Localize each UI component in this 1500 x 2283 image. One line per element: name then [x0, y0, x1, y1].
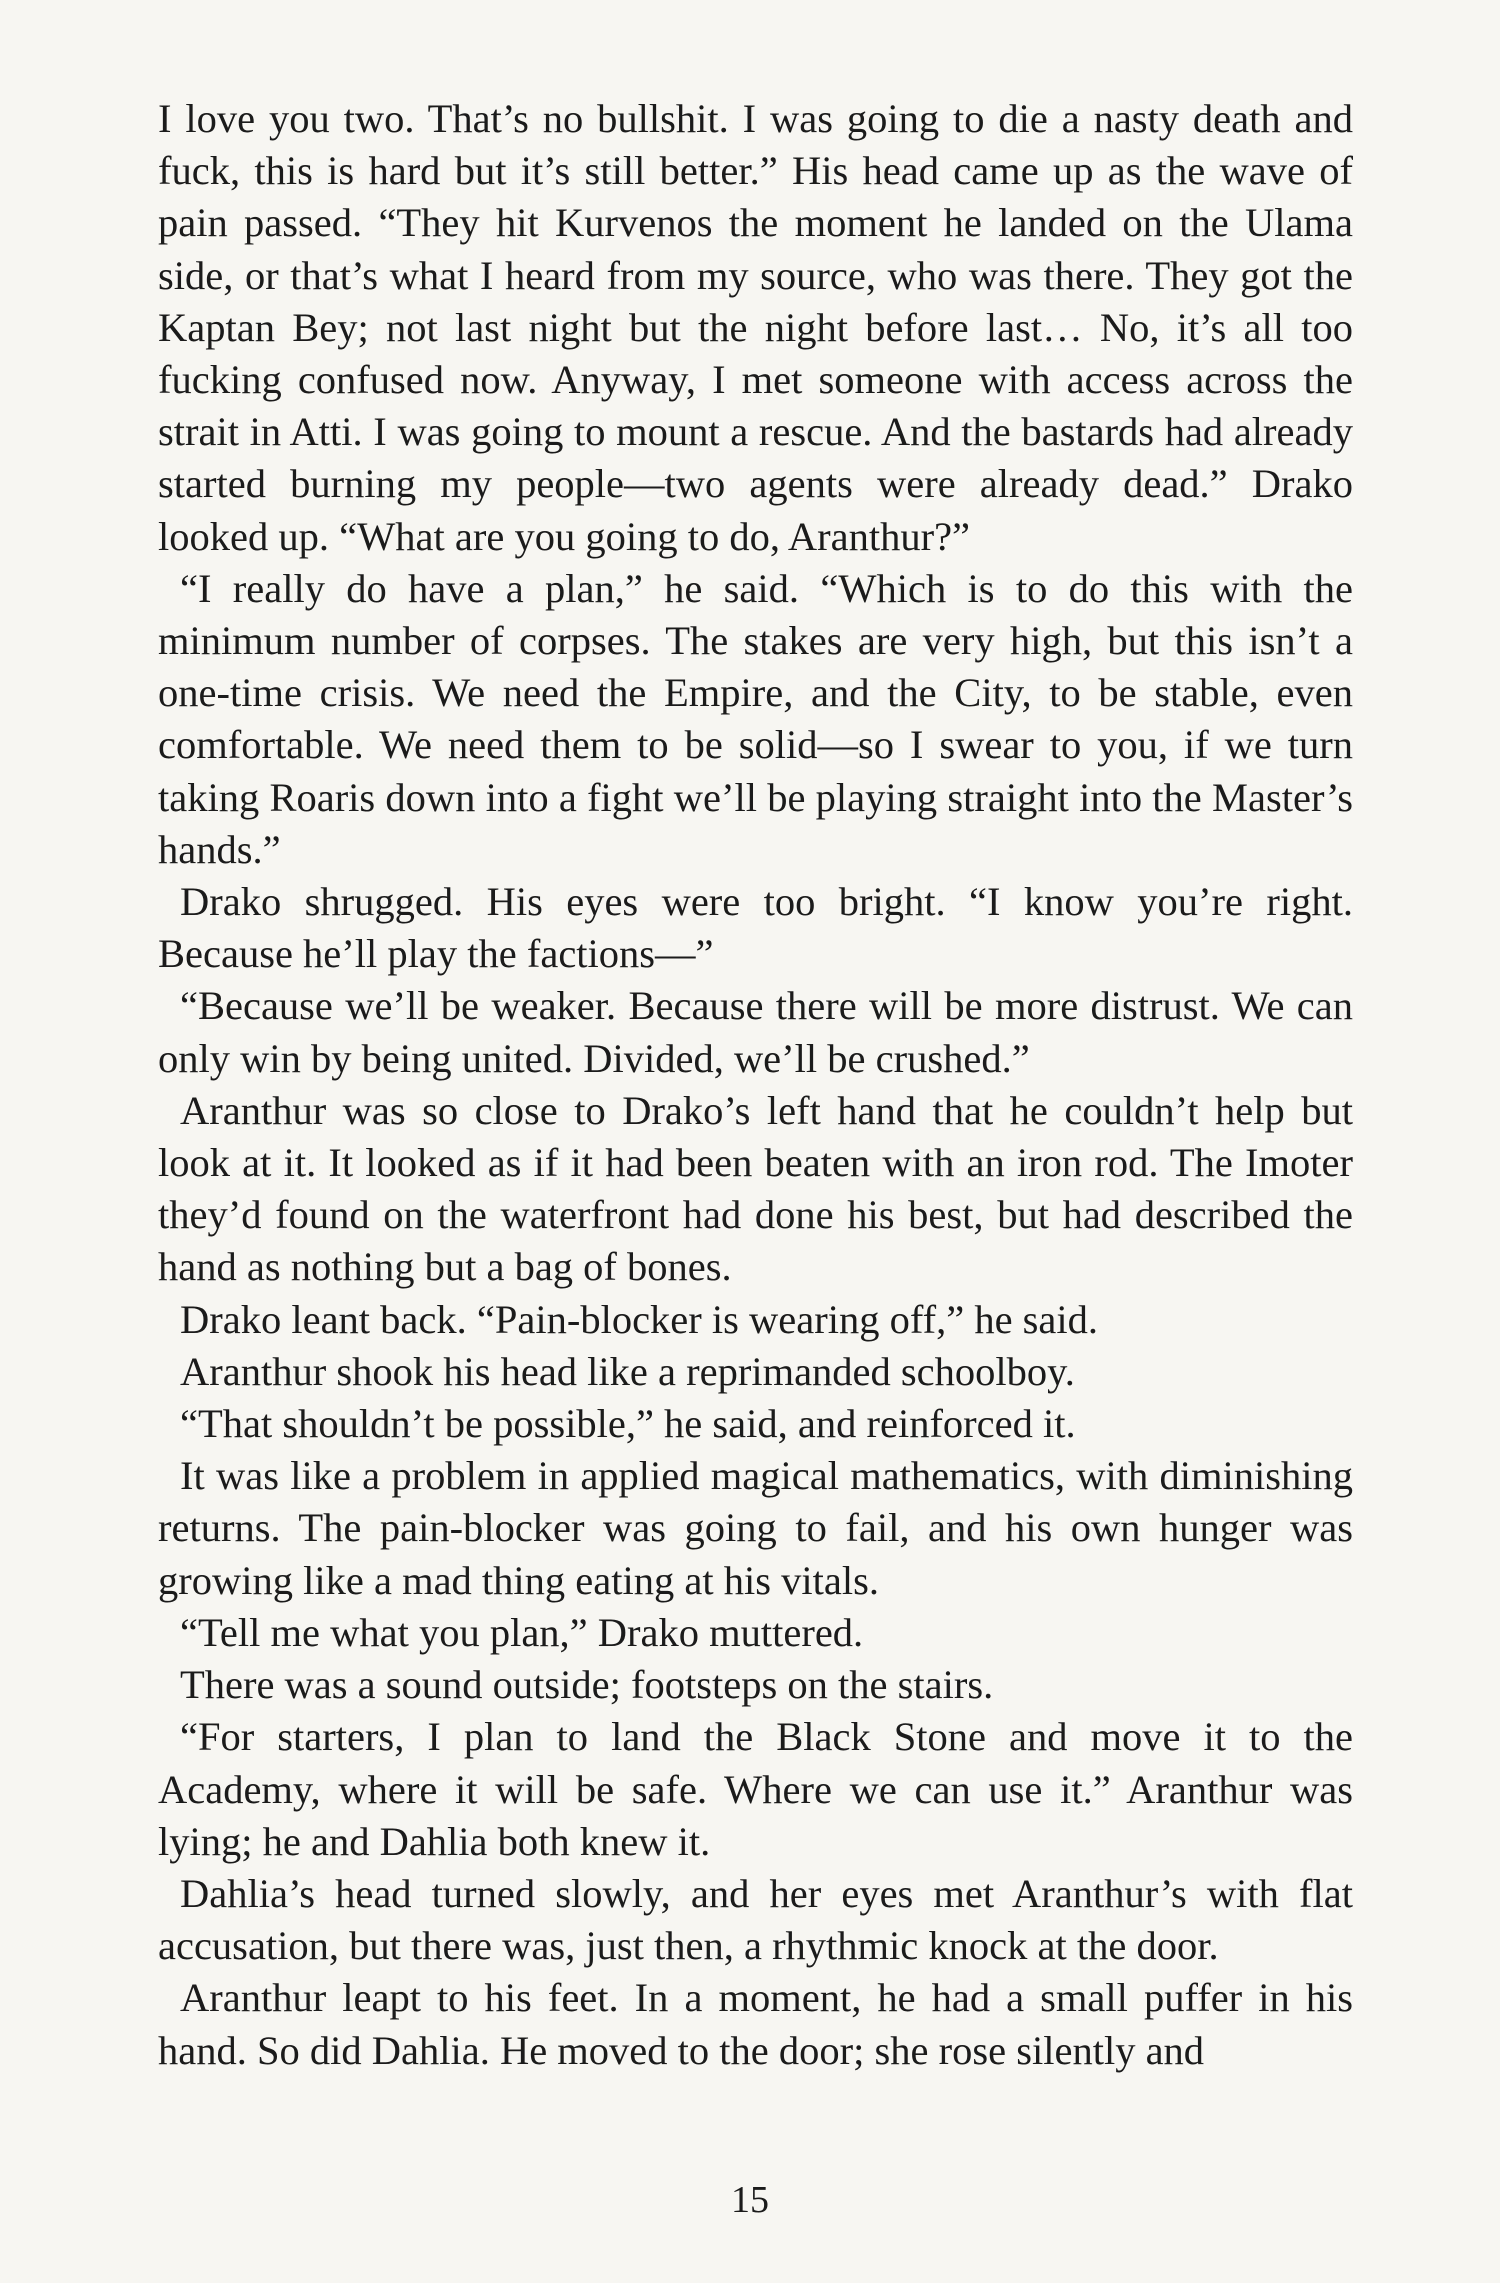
paragraph: “For starters, I plan to land the Black Stone and move it to the Academy, where it will be safe. Where we can use it.” Aranthur was lying; he and Dahlia both knew it.	[158, 1714, 1353, 1864]
paragraph: Aranthur shook his head like a reprimanded schoolboy.	[180, 1348, 1075, 1394]
paragraph: There was a sound outside; footsteps on the stairs.	[180, 1662, 994, 1708]
paragraph: It was like a problem in applied magical mathematics, with diminishing returns. The pain-blocker was going to fail, and his own hunger was growing like a mad thing eating at his vitals.	[158, 1453, 1353, 1603]
paragraph: Dahlia’s head turned slowly, and her eyes met Aranthur’s with flat accusation, but there was, just then, a rhythmic knock at the door.	[158, 1870, 1353, 1969]
paragraph: “I really do have a plan,” he said. “Which is to do this with the minimum number of corpses. The stakes are very high, but this isn’t a one-time crisis. We need the Empire, and the City, to be stable, even comfortable. We need them to be solid—so I swear to you, if we turn taking Roaris down into a fight we’ll be playing straight into the Master’s hands.”	[158, 565, 1353, 872]
paragraph: I love you two. That’s no bullshit. I was going to die a nasty death and fuck, this is hard but it’s still better.” His head came up as the wave of pain passed. “They hit Kurvenos the moment he landed on the Ulama side, or that’s what I heard from my source, who was there. They got the Kaptan Bey; not last night but the night before last… No, it’s all too fucking confused now. Anyway, I met someone with access across the strait in Atti. I was going to mount a rescue. And the bastards had already started burning my people—two agents were already dead.” Drako looked up. “What are you going to do, Aranthur?”	[158, 96, 1353, 559]
paragraph: “Tell me what you plan,” Drako muttered.	[180, 1609, 864, 1655]
paragraph: Drako shrugged. His eyes were too bright. “I know you’re right. Because he’ll play the factions—”	[158, 879, 1353, 977]
paragraph: “Because we’ll be weaker. Because there will be more distrust. We can only win by being united. Divided, we’ll be crushed.”	[158, 983, 1353, 1081]
body-text	[158, 93, 1353, 2077]
paragraph: “That shouldn’t be possible,” he said, and reinforced it.	[180, 1401, 1076, 1447]
paragraph: Aranthur leapt to his feet. In a moment, he had a small puffer in his hand. So did Dahlia. He moved to the door; she rose silently and	[158, 1975, 1353, 2073]
page-number: 15	[731, 2179, 769, 2221]
paragraph: Drako leant back. “Pain-blocker is wearing off,” he said.	[180, 1296, 1099, 1342]
paragraph: Aranthur was so close to Drako’s left hand that he couldn’t help but look at it. It looked as if it had been beaten with an iron rod. The Imoter they’d found on the waterfront had done his best, but had described the hand as nothing but a bag of bones.	[158, 1087, 1353, 1290]
